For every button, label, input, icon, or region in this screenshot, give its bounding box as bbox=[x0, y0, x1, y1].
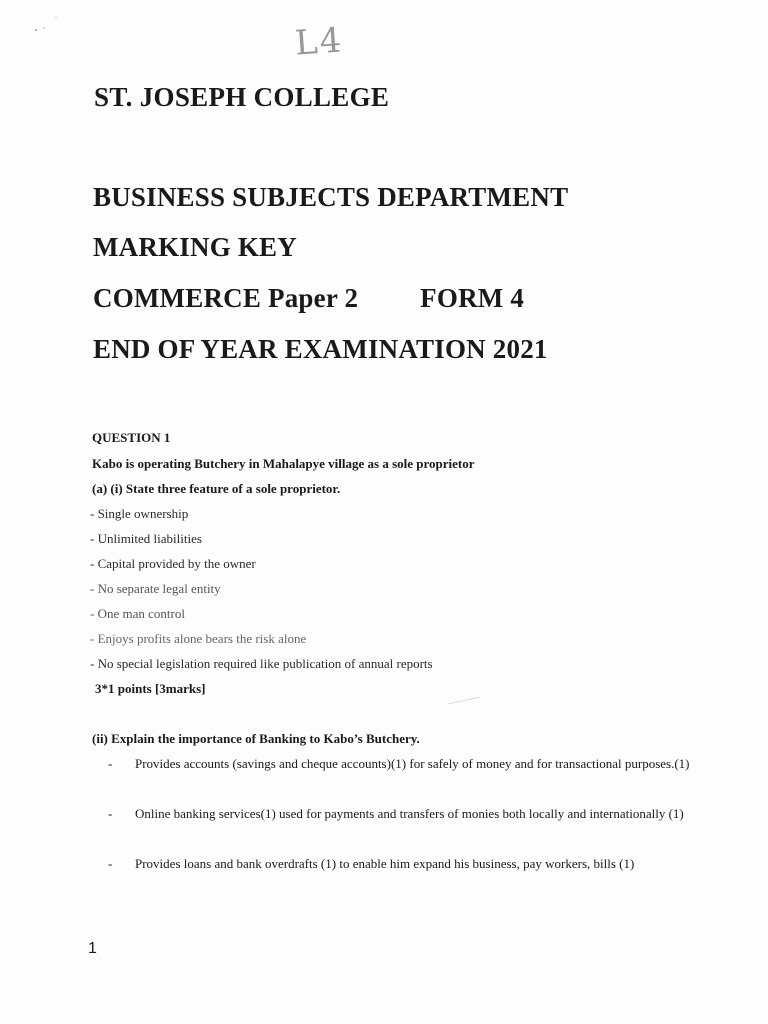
feature-item: - Enjoys profits alone bears the risk alone bbox=[90, 631, 307, 646]
question-title: QUESTION 1 bbox=[92, 430, 171, 445]
answer-text: Online banking services(1) used for payments and transfers of monies both locally and internationally (1) bbox=[135, 806, 684, 821]
answer-text: Provides loans and bank overdrafts (1) to enable him expand his business, pay workers, bills (1) bbox=[135, 856, 635, 871]
page-number: 1 bbox=[88, 940, 97, 957]
answer-dash: - bbox=[108, 856, 113, 871]
feature-item: - Capital provided by the owner bbox=[90, 556, 256, 571]
feature-item: - One man control bbox=[90, 606, 185, 621]
part-b-prompt: (ii) Explain the importance of Banking to Kabo’s Butchery. bbox=[92, 731, 420, 746]
feature-item: - No special legislation required like publication of annual reports bbox=[90, 656, 433, 671]
feature-item: - No separate legal entity bbox=[90, 581, 221, 596]
college-name: ST. JOSEPH COLLEGE bbox=[94, 82, 390, 112]
part-a-prompt: (a) (i) State three feature of a sole proprietor. bbox=[92, 481, 341, 496]
scan-specks bbox=[30, 10, 70, 40]
exam-title: END OF YEAR EXAMINATION 2021 bbox=[93, 334, 548, 364]
scan-stroke bbox=[448, 697, 480, 705]
subject-line bbox=[93, 283, 524, 314]
question-intro: Kabo is operating Butchery in Mahalapye village as a sole proprietor bbox=[92, 456, 475, 471]
subject-title: COMMERCE Paper 2 bbox=[93, 283, 359, 313]
form-level: FORM 4 bbox=[420, 283, 525, 313]
document-type: MARKING KEY bbox=[93, 232, 297, 262]
answer-item bbox=[108, 752, 693, 775]
answer-dash: - bbox=[108, 806, 113, 821]
answer-item bbox=[108, 802, 693, 825]
handwritten-mark: L4 bbox=[293, 20, 345, 64]
feature-item: - Single ownership bbox=[90, 506, 189, 521]
feature-item: - Unlimited liabilities bbox=[90, 531, 202, 546]
answer-item bbox=[108, 852, 693, 875]
marks-allocation: 3*1 points [3marks] bbox=[95, 681, 206, 696]
answer-text: Provides accounts (savings and cheque accounts)(1) for safely of money and for transactional purposes.(1) bbox=[135, 756, 690, 771]
department-title: BUSINESS SUBJECTS DEPARTMENT bbox=[93, 182, 569, 212]
answer-dash: - bbox=[108, 756, 113, 771]
